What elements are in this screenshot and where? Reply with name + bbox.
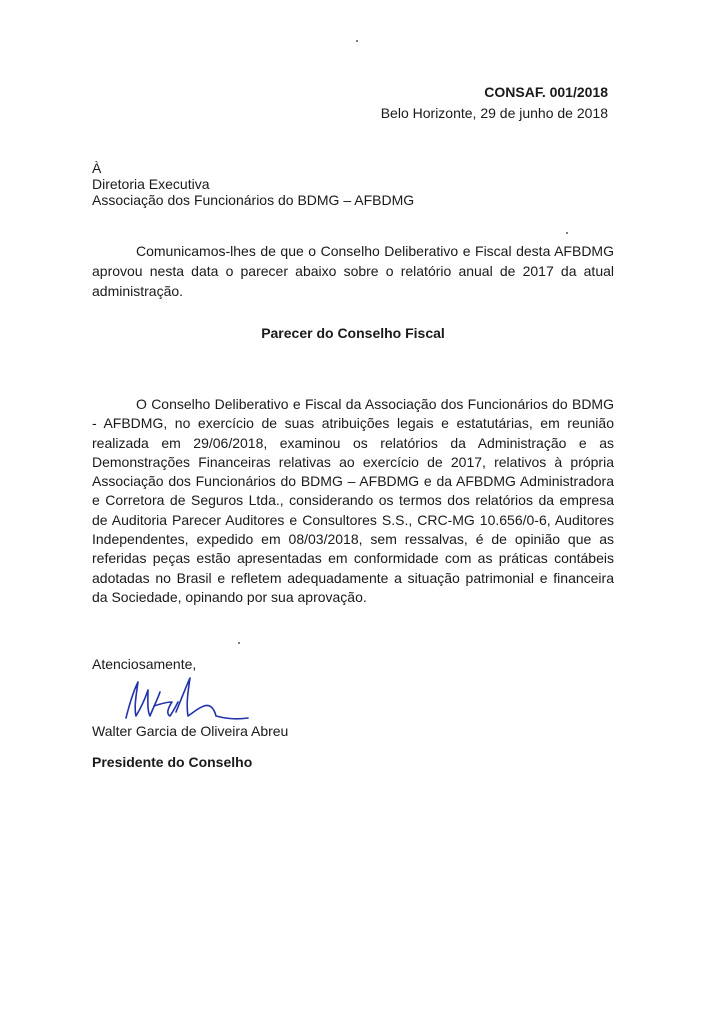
place-date: Belo Horizonte, 29 de junho de 2018 [380,105,608,121]
recipient-block [92,160,414,208]
signer-title: Presidente do Conselho [92,754,253,770]
intro-paragraph: Comunicamos-lhes de que o Conselho Deliberativo e Fiscal desta AFBDMG aprovou nesta data o parecer abaixo sobre o relatório anual de 2017 da atual administração. [92,243,614,299]
scan-speck [566,232,568,234]
salutation: À [92,160,102,176]
signer-name: Walter Garcia de Oliveira Abreu [92,723,289,739]
recipient-line-1: Diretoria Executiva [92,176,210,192]
section-title: Parecer do Conselho Fiscal [261,325,445,341]
recipient-line-2: Associação dos Funcionários do BDMG – AFBDMG [92,192,415,208]
opinion-paragraph: O Conselho Deliberativo e Fiscal da Associação dos Funcionários do BDMG - AFBDMG, no exercício de suas atribuições legais e estatutárias, em reunião realizada em 29/06/2018, examinou os relatórios da Administração e as Demonstrações Financeiras relativas ao exercício de 2017, relativos à própria Associação dos Funcionários do BDMG – AFBDMG e da AFBDMG Administradora e Corretora de Seguros Ltda., considerando os termos dos relatórios da empresa de Auditoria Parecer Auditores e Consultores S.S., CRC-MG 10.656/0-6, Auditores Independentes, expedido em 08/03/2018, sem ressalvas, é de opinião que as referidas peças estão apresentadas em conformidade com as práticas contábeis adotadas no Brasil e refletem adequadamente a situação patrimonial e financeira da Sociedade, opinando por sua aprovação. [92,396,614,605]
scan-speck [238,642,240,644]
scan-speck [356,40,358,42]
closing-text: Atenciosamente, [92,656,197,672]
reference-number: CONSAF. 001/2018 [484,84,608,100]
letter-reference-block [381,82,608,124]
